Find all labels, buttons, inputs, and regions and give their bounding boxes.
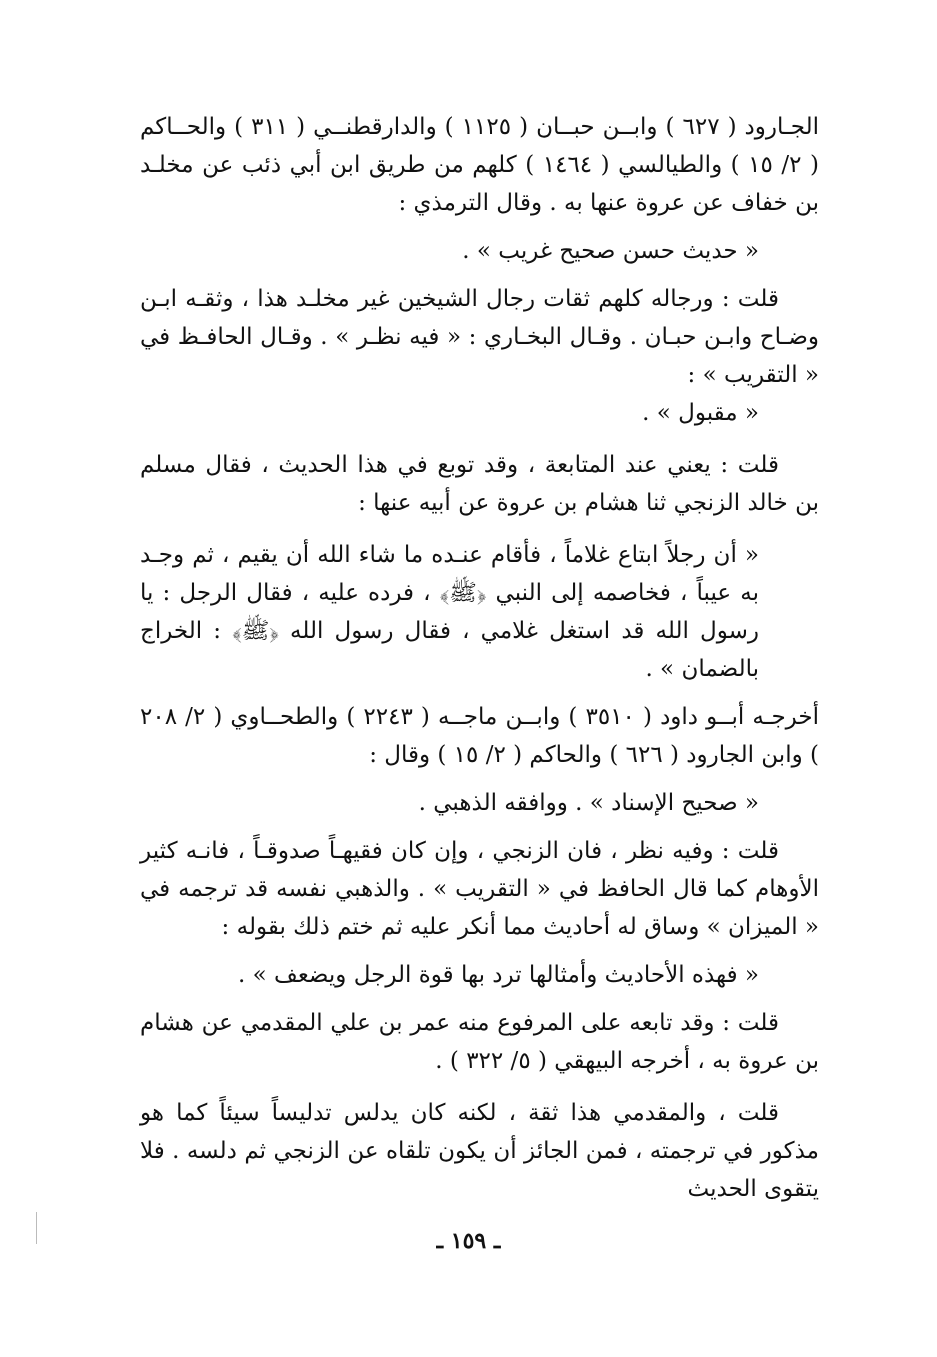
- tirmidhi-quote: « حديث حسن صحيح غريب » .: [462, 238, 759, 264]
- paragraph-sources: الجـارود ( ٦٢٧ ) وابــن حبــان ( ١١٢٥ ) والدارقطنــي ( ٣١١ ) والحــاكم ( ٢/ ١٥ ) والطيالسي ( ١٤٦٤ ) كلهم من طريق ابن أبي ذئب عن مخلـد بن خفاف عن عروة عنها به . وقال الترمذي :: [140, 114, 819, 216]
- paragraph-mutaba: قلت : يعني عند المتابعة ، وقد توبع في هذا الحديث ، فقال مسلم بن خالد الزنجي ثنا هشام بن عروة عن أبيه عنها :: [140, 452, 819, 516]
- paragraph-zanji: قلت : وفيه نظر ، فان الزنجي ، وإن كان فقيهـاً صدوقـاً ، فانـه كثير الأوهام كما قال الحافظ في « التقريب » . والذهبي نفسه قد ترجمه في « الميزان » وساق له أحاديث مما أنكر عليه ثم ختم ذلك بقوله :: [140, 838, 819, 940]
- taqrib-quote: « مقبول » .: [642, 400, 759, 426]
- paragraph-muqaddami: قلت : وقد تابعه على المرفوع منه عمر بن علي المقدمي عن هشام بن عروة به ، أخرجه البيهقي ( ٥/ ٣٢٢ ) .: [140, 1010, 819, 1074]
- paragraph-takhrij: أخرجـه أبــو داود ( ٣٥١٠ ) وابــن ماجــه ( ٢٢٤٣ ) والطحــاوي ( ٢/ ٢٠٨ ) وابن الجارود ( ٦٢٦ ) والحاكم ( ٢/ ١٥ ) وقال :: [140, 704, 819, 768]
- mizan-quote: « فهذه الأحاديث وأمثالها ترد بها قوة الرجل ويضعف » .: [238, 962, 759, 988]
- hadith-text: « أن رجلاً ابتاع غلاماً ، فأقام عنـده ما شاء الله أن يقيم ، ثم وجـد به عيباً ، فخاصمه إلى النبي ﴿ﷺ﴾ ، فرده عليه ، فقال الرجل : يا رسول الله قد استغل غلامي ، فقال رسول الله ﴿ﷺ﴾ : الخراج بالضمان » .: [140, 542, 759, 682]
- margin-divider: [36, 1212, 37, 1244]
- page-body: [140, 108, 819, 1208]
- page-number: ـ ١٥٩ ـ: [436, 1228, 501, 1254]
- paragraph-narrators: قلت : ورجاله كلهم ثقات رجال الشيخين غير مخلـد هذا ، وثقـه ابـن وضـاح وابـن حبـان . وقـال البخـاري : « فيه نظـر » . وقـال الحافـظ في « التقريب » :: [140, 286, 819, 388]
- paragraph-tadlis: قلت ، والمقدمي هذا ثقة ، لكنه كان يدلس تدليساً سيئاً كما هو مذكور في ترجمته ، فمن الجائز أن يكون تلقاه عن الزنجي ثم دلسه . فلا يتقوى الحديث: [140, 1100, 819, 1202]
- hakim-quote: « صحيح الإسناد » . ووافقه الذهبي .: [418, 790, 759, 816]
